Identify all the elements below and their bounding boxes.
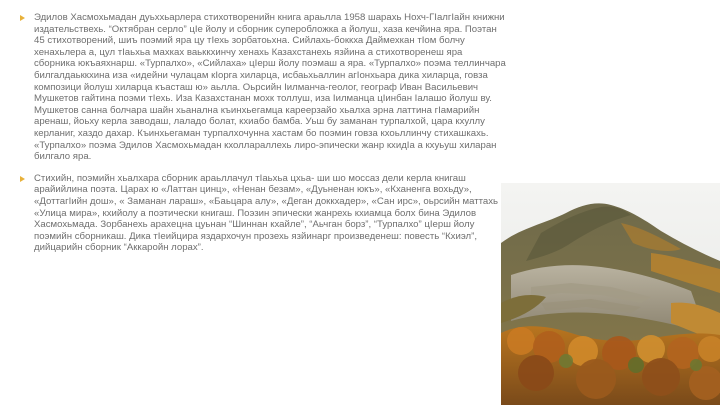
paragraph-text: Стихийн, поэмийн хьалхара сборник араьллачул тIаьхьа цхьа- ши шо моссаз дели керла книгаш арайийлина поэта. Царах ю «Латтан цинц», «Ненан безам», «Дуьненан юкъ», «Кханенга вохьду», «ДоттагIийн дош», « Заманан лараш», «Баьцара алу», «Деган доккхадер», «Сан ирс», оьрсийн маттахь «Улица мира», кхийолу а поэтически книгаш. Поэзин эпически жанрехь кхиамца болх бина Эдилов Хасмохьмада. Зорбанехь арахецна цуьнан “Шиннан кхайле”, “Аьчган борз”, “Турпалхо” цIерш йолу поэмийн сборникаш. Дика тIеийцира яздархочун прозехь язйинарг произведенеш: повесть “Кхиэл”, дийцарийн сборник “Аккаройн лорах”. <box>34 172 499 254</box>
bullet-arrow-icon <box>20 176 25 182</box>
text-body <box>20 12 506 264</box>
bullet-arrow-icon <box>20 15 25 21</box>
landscape-photo <box>501 183 720 405</box>
bullet-paragraph-1 <box>20 12 506 163</box>
bullet-paragraph-2 <box>20 173 506 254</box>
paragraph-text: Эдилов Хасмохьмадан дуьххьарлера стихотворенийн книга араьлла 1958 шарахь Нохч-ГIалгIайн книжни издательствехь. “Октябран серло” цIе йолу и сборник суперобложка а йолуш, хаза кечйина яра. Поэтан 45 стихотворений, шиъ поэмий яра цу тIехь зорбатоьхна. Сийлахь-боккха Даймехкан тIом болчу хенахьлера а, цул тIаьхьа махках ваьккхинчу хенахь Казахстанехь язйина а стихотворенеш яра сборника юкъаяхнарш. «Турпалхо», «Сийлаха» цIерш йолу поэмаш а яра. «Турпалхо» поэма теллинчара билгалдаьккхина иза «идейни чулацам кIорга хиларца, исбаьхьаллин агIонхьара дика хиларца, говза композици йолуш хиларца къасташ ю» аьлла. Оьрсийн Iилманча-геолог, географ Иван Васильевич Мушкетов гайтина поэми тIехь. Иза Казахстанан мохк толлуш, иза Iилманца цIинбан Iалашо йолуш ву. Мушкетов санна болчара шайн хьанална къинхьегамца кареерзайо хьалха эрна латтина гIамарийн аренаш, йоьху керла заводаш, лаладо болат, кхиабо бамба. Уьш бу заманан турпалхой, цара кхуллу керланиг, хаздо дахар. Къинхьегаман турпалхочунна хастам бо поэмин говза кхоьллинчу стихашкахь. «Турпалхо» поэма Эдилов Хасмохьмадан кхоллараллехь лиро-эпически жанр кхидIа а кхуьуш хиларан билгало яра. <box>34 12 506 163</box>
